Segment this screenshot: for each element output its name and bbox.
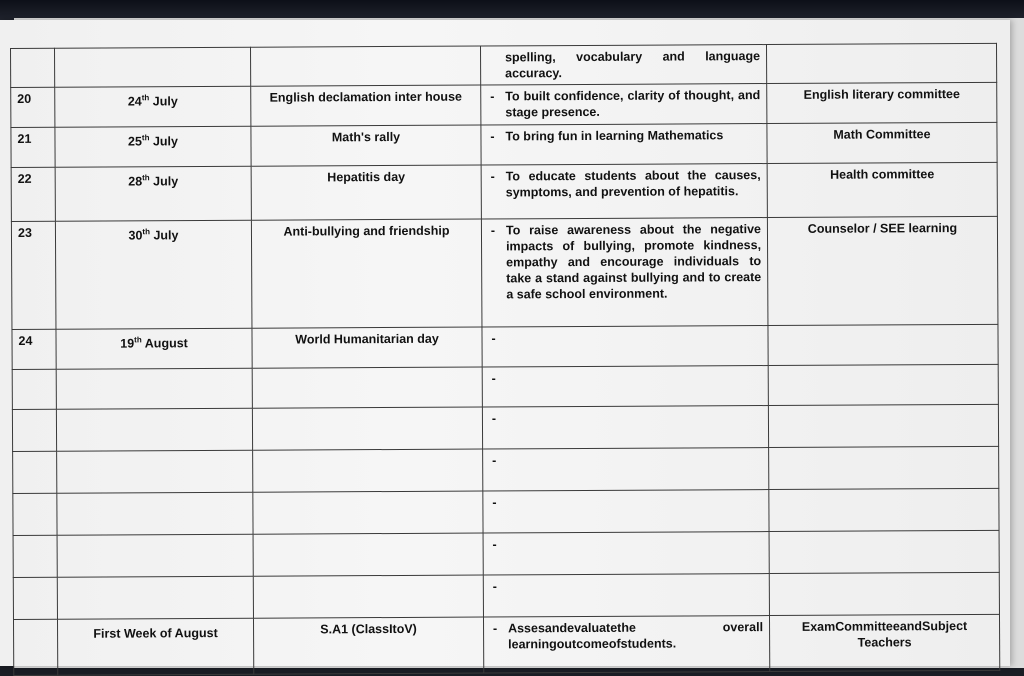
event-cell [252,327,482,368]
objective-cell [481,84,767,125]
bullet-dash: - [488,168,498,200]
objective-cell [482,406,768,449]
responsible-party: English literary committee [804,87,960,102]
table-row [13,614,999,675]
objective-text [507,493,762,510]
objective-cell [483,532,769,575]
row-number-cell [11,167,55,221]
date-value: 19 [120,337,134,351]
objective-line [489,451,762,468]
date-cell [55,86,251,127]
objective-text: To built confidence, clarity of thought, and stage presence. [505,87,760,120]
row-number: 22 [18,172,32,186]
responsible-cell [769,530,999,573]
bullet-dash: - [488,330,498,346]
date-cell [57,618,253,675]
objective-cell [483,616,769,673]
date-cell [56,328,252,369]
date-value: 28 [128,174,142,188]
date-cell [55,220,252,329]
objective-cell [483,574,769,617]
bullet-dash: - [490,620,500,652]
objective-text: To raise awareness about the negative impacts of bullying, promote kindness, empathy and encourage individuals to take a stand against bullying and to create a safe school environment. [506,221,761,302]
responsible-cell [769,446,999,489]
bullet-dash: - [488,222,498,302]
date-cell [57,576,253,619]
date-month: July [149,94,178,108]
bullet-dash: - [489,410,499,426]
table-row [13,446,999,493]
objective-line [490,577,763,594]
row-number-cell [11,221,56,329]
objective-text: spelling, vocabulary and language accuracy. [505,48,760,81]
date-cell [56,368,252,409]
event-cell [251,85,481,126]
event-cell [252,367,482,408]
date-cell [57,534,253,577]
date-cell [55,166,251,221]
objective-line [490,535,763,552]
responsible-cell [769,572,999,615]
responsible-cell [768,364,998,405]
responsible-cell [767,122,997,163]
event-name: Hepatitis day [327,170,405,184]
objective-text: Assesandevaluatethe overall learningoutcomeofstudents. [508,619,763,652]
objective-line [487,48,760,81]
date-value: 24 [128,94,142,108]
event-name: Math's rally [332,130,400,144]
event-name: English declamation inter house [270,90,462,105]
row-number-cell [12,369,56,409]
objective-line [489,409,762,426]
event-cell [250,46,480,86]
row-number-cell [13,493,57,535]
table-row [11,43,997,87]
table-row [13,572,999,619]
objective-text [506,329,761,346]
objective-text [508,535,763,552]
table-row [13,530,999,577]
objective-line [488,167,761,200]
date-month: July [150,174,179,188]
table-row [11,122,997,167]
event-name: World Humanitarian day [295,332,439,347]
responsible-cell [768,404,998,447]
objective-cell [481,164,767,219]
objective-cell [481,218,768,327]
objective-line [489,493,762,510]
bullet-dash: - [490,578,500,594]
table-row [13,488,999,535]
event-cell [253,533,483,576]
row-number: 23 [18,226,32,240]
bullet-dash [487,49,497,81]
event-cell [252,407,482,450]
responsible-cell [769,614,999,671]
objective-text: To bring fun in learning Mathematics [505,127,760,144]
table-row [11,82,997,127]
event-cell [251,219,482,328]
table-row [11,216,998,329]
table-row [12,324,998,369]
row-number-cell [11,127,55,167]
objective-line [488,221,761,302]
row-number: 20 [17,92,31,106]
date-ordinal-suffix: th [142,173,150,182]
objective-line [487,127,760,144]
date-ordinal-suffix: th [134,335,142,344]
event-cell [253,575,483,618]
date-cell [55,126,251,167]
activity-schedule-table [10,43,1000,676]
date-month: July [150,228,179,242]
objective-line [487,87,760,120]
objective-text [507,369,762,386]
event-cell [251,125,481,166]
objective-cell [483,490,769,533]
responsible-cell [767,82,997,123]
table-row [12,364,998,409]
responsible-cell [768,324,998,365]
date-cell [57,492,253,535]
row-number-cell [13,619,57,675]
bullet-dash: - [489,370,499,386]
event-cell [253,449,483,492]
date-value: 30 [128,228,142,242]
objective-line [490,619,763,652]
bullet-dash: - [489,494,499,510]
row-number-cell [12,409,56,451]
date-value: First Week of August [93,626,217,641]
objective-text: To educate students about the causes, symptoms, and prevention of hepatitis. [506,167,761,200]
objective-text [507,409,762,426]
date-cell [56,408,252,451]
date-ordinal-suffix: th [142,93,150,102]
document-page [0,20,1010,666]
table-row [12,404,998,451]
bullet-dash: - [487,128,497,144]
objective-cell [481,124,767,165]
bullet-dash: - [487,88,497,120]
event-name: Anti-bullying and friendship [283,224,449,239]
row-number-cell [13,577,57,619]
responsible-cell [767,162,997,217]
row-number: 21 [17,132,31,146]
row-number-cell [11,48,55,87]
date-ordinal-suffix: th [142,227,150,236]
table-row [11,162,997,221]
responsible-party: Counselor / SEE learning [808,221,957,236]
responsible-party: Math Committee [833,127,930,142]
date-ordinal-suffix: th [142,133,150,142]
event-cell [253,491,483,534]
row-number-cell [12,329,56,369]
row-number-cell [11,87,55,127]
date-month: July [149,134,178,148]
objective-line [488,329,761,346]
objective-cell [482,326,768,367]
bullet-dash: - [490,536,500,552]
objective-text [507,451,762,468]
row-number-cell [13,535,57,577]
objective-cell [483,448,769,491]
responsible-cell [767,216,998,325]
objective-line [489,369,762,386]
date-cell [55,47,251,87]
row-number-cell [13,451,57,493]
responsible-cell [769,488,999,531]
event-cell [251,165,481,220]
objective-cell [480,45,766,85]
responsible-party: ExamCommitteeandSubject Teachers [802,619,967,650]
bullet-dash: - [489,452,499,468]
responsible-cell [766,43,996,83]
date-value: 25 [128,134,142,148]
row-number: 24 [18,334,32,348]
responsible-party: Health committee [830,167,934,182]
date-month: August [142,336,188,350]
objective-text [508,577,763,594]
date-cell [57,450,253,493]
objective-cell [482,366,768,407]
event-name: S.A1 (ClassItoV) [320,622,417,637]
